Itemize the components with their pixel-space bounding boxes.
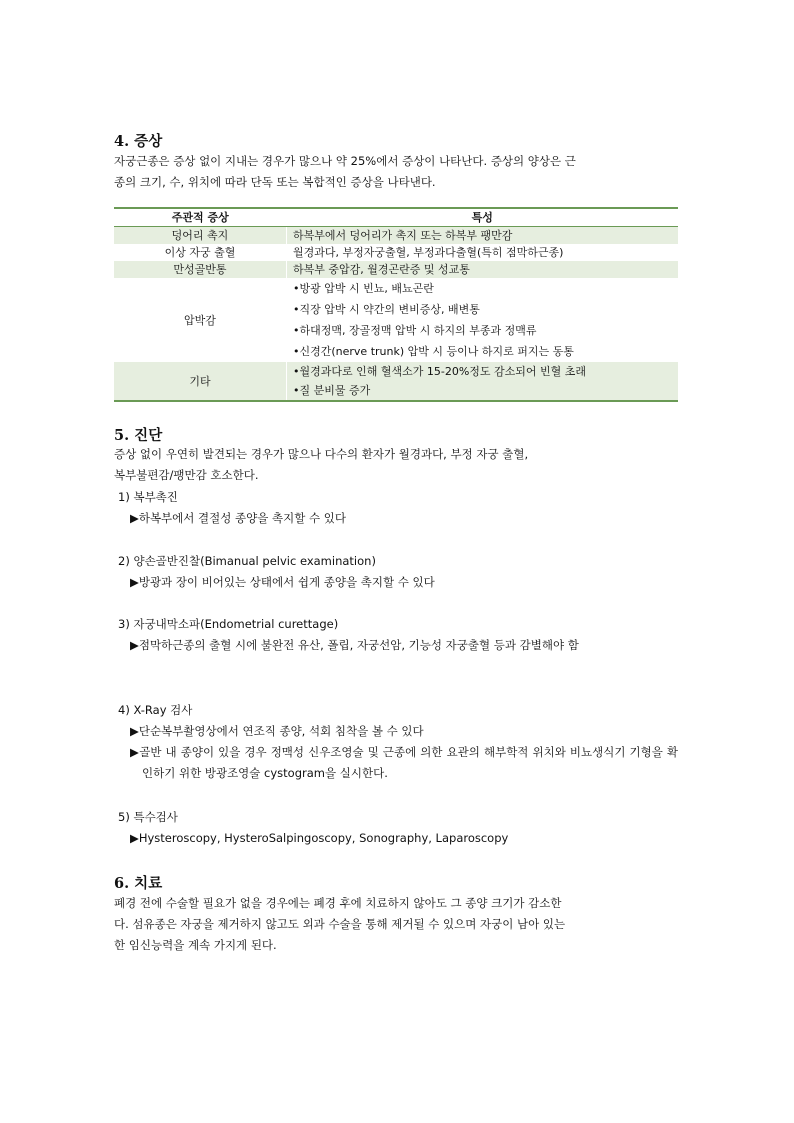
table-row bbox=[114, 261, 678, 278]
symptom-cell: 기타 bbox=[114, 362, 287, 401]
symptom-cell: 이상 자궁 출혈 bbox=[114, 244, 287, 261]
section-6-heading: 6. 치료 bbox=[114, 875, 163, 892]
feature-bullet: •하대정맥, 장골정맥 압박 시 하지의 부종과 정맥류 bbox=[293, 324, 537, 337]
table-row bbox=[114, 244, 678, 261]
section-4-paragraph bbox=[114, 151, 678, 193]
section-5-heading: 5. 진단 bbox=[114, 427, 163, 444]
symptom-cell: 압박감 bbox=[114, 278, 287, 362]
paragraph-line: 자궁근종은 증상 없이 지내는 경우가 많으나 약 25%에서 증상이 나타난다. 증상의 양상은 근 bbox=[114, 154, 576, 168]
item-title: 1) 복부촉진 bbox=[118, 490, 178, 504]
feature-bullet: •직장 압박 시 약간의 변비증상, 배변통 bbox=[293, 303, 480, 316]
item-bullet: ▶하복부에서 결절성 종양을 촉지할 수 있다 bbox=[130, 511, 346, 525]
symptom-cell: 덩어리 촉지 bbox=[114, 227, 287, 245]
item-bullet: ▶점막하근종의 출혈 시에 불완전 유산, 폴립, 자궁선암, 기능성 자궁출혈 등과 감별해야 함 bbox=[130, 638, 579, 652]
table-header-row bbox=[114, 208, 678, 227]
paragraph-line: 종의 크기, 수, 위치에 따라 단독 또는 복합적인 증상을 나타낸다. bbox=[114, 175, 436, 189]
feature-bullet: •방광 압박 시 빈뇨, 배뇨곤란 bbox=[293, 282, 434, 295]
section-6-paragraph bbox=[114, 893, 678, 956]
paragraph-line: 한 임신능력을 계속 가지게 된다. bbox=[114, 938, 277, 952]
column-header-feature: 특성 bbox=[287, 208, 679, 227]
symptom-table bbox=[114, 207, 678, 402]
section-5-paragraph bbox=[114, 444, 678, 486]
item-bullet: ▶골반 내 종양이 있을 경우 정맥성 신우조영술 및 근종에 의한 요관의 해부학적 위치와 비뇨생식기 기형을 확인하기 위한 방광조영술 cystogram을 실시한다. bbox=[130, 745, 678, 780]
paragraph-line: 복부불편감/팽만감 호소한다. bbox=[114, 468, 259, 482]
item-bullet: ▶방광과 장이 비어있는 상태에서 쉽게 종양을 촉지할 수 있다 bbox=[130, 575, 435, 589]
item-title: 4) X-Ray 검사 bbox=[118, 703, 193, 717]
item-title: 2) 양손골반진찰(Bimanual pelvic examination) bbox=[118, 554, 376, 568]
feature-cell: 하복부 중압감, 월경곤란증 및 성교통 bbox=[287, 261, 679, 278]
item-title: 3) 자궁내막소파(Endometrial curettage) bbox=[118, 617, 339, 631]
list-item bbox=[118, 807, 678, 849]
list-item bbox=[118, 614, 678, 656]
column-header-symptom: 주관적 증상 bbox=[114, 208, 287, 227]
section-4-heading: 4. 증상 bbox=[114, 133, 163, 150]
feature-bullet: •월경과다로 인해 혈색소가 15-20%정도 감소되어 빈혈 초래 bbox=[293, 365, 587, 378]
table-row bbox=[114, 278, 678, 362]
paragraph-line: 다. 섬유종은 자궁을 제거하지 않고도 외과 수술을 통해 제거될 수 있으며 자궁이 남아 있는 bbox=[114, 917, 566, 931]
list-item bbox=[118, 487, 678, 529]
paragraph-line: 증상 없이 우연히 발견되는 경우가 많으나 다수의 환자가 월경과다, 부정 자궁 출혈, bbox=[114, 447, 529, 461]
paragraph-line: 폐경 전에 수술할 필요가 없을 경우에는 폐경 후에 치료하지 않아도 그 종양 크기가 감소한 bbox=[114, 896, 562, 910]
table-row bbox=[114, 227, 678, 245]
feature-cell bbox=[287, 278, 679, 362]
feature-cell: 하복부에서 덩어리가 촉지 또는 하복부 팽만감 bbox=[287, 227, 679, 245]
feature-bullet: •신경간(nerve trunk) 압박 시 등이나 하지로 퍼지는 동통 bbox=[293, 345, 574, 358]
list-item bbox=[118, 700, 678, 784]
symptom-cell: 만성골반통 bbox=[114, 261, 287, 278]
list-item bbox=[118, 551, 678, 593]
feature-cell bbox=[287, 362, 679, 401]
item-bullet: ▶Hysteroscopy, HysteroSalpingoscopy, Sonography, Laparoscopy bbox=[130, 831, 509, 845]
feature-bullet: •질 분비물 증가 bbox=[293, 384, 371, 397]
item-title: 5) 특수검사 bbox=[118, 810, 178, 824]
table-row bbox=[114, 362, 678, 401]
item-bullet: ▶단순복부촬영상에서 연조직 종양, 석회 침착을 볼 수 있다 bbox=[130, 724, 424, 738]
feature-cell: 월경과다, 부정자궁출혈, 부정과다출혈(특히 점막하근종) bbox=[293, 246, 564, 259]
